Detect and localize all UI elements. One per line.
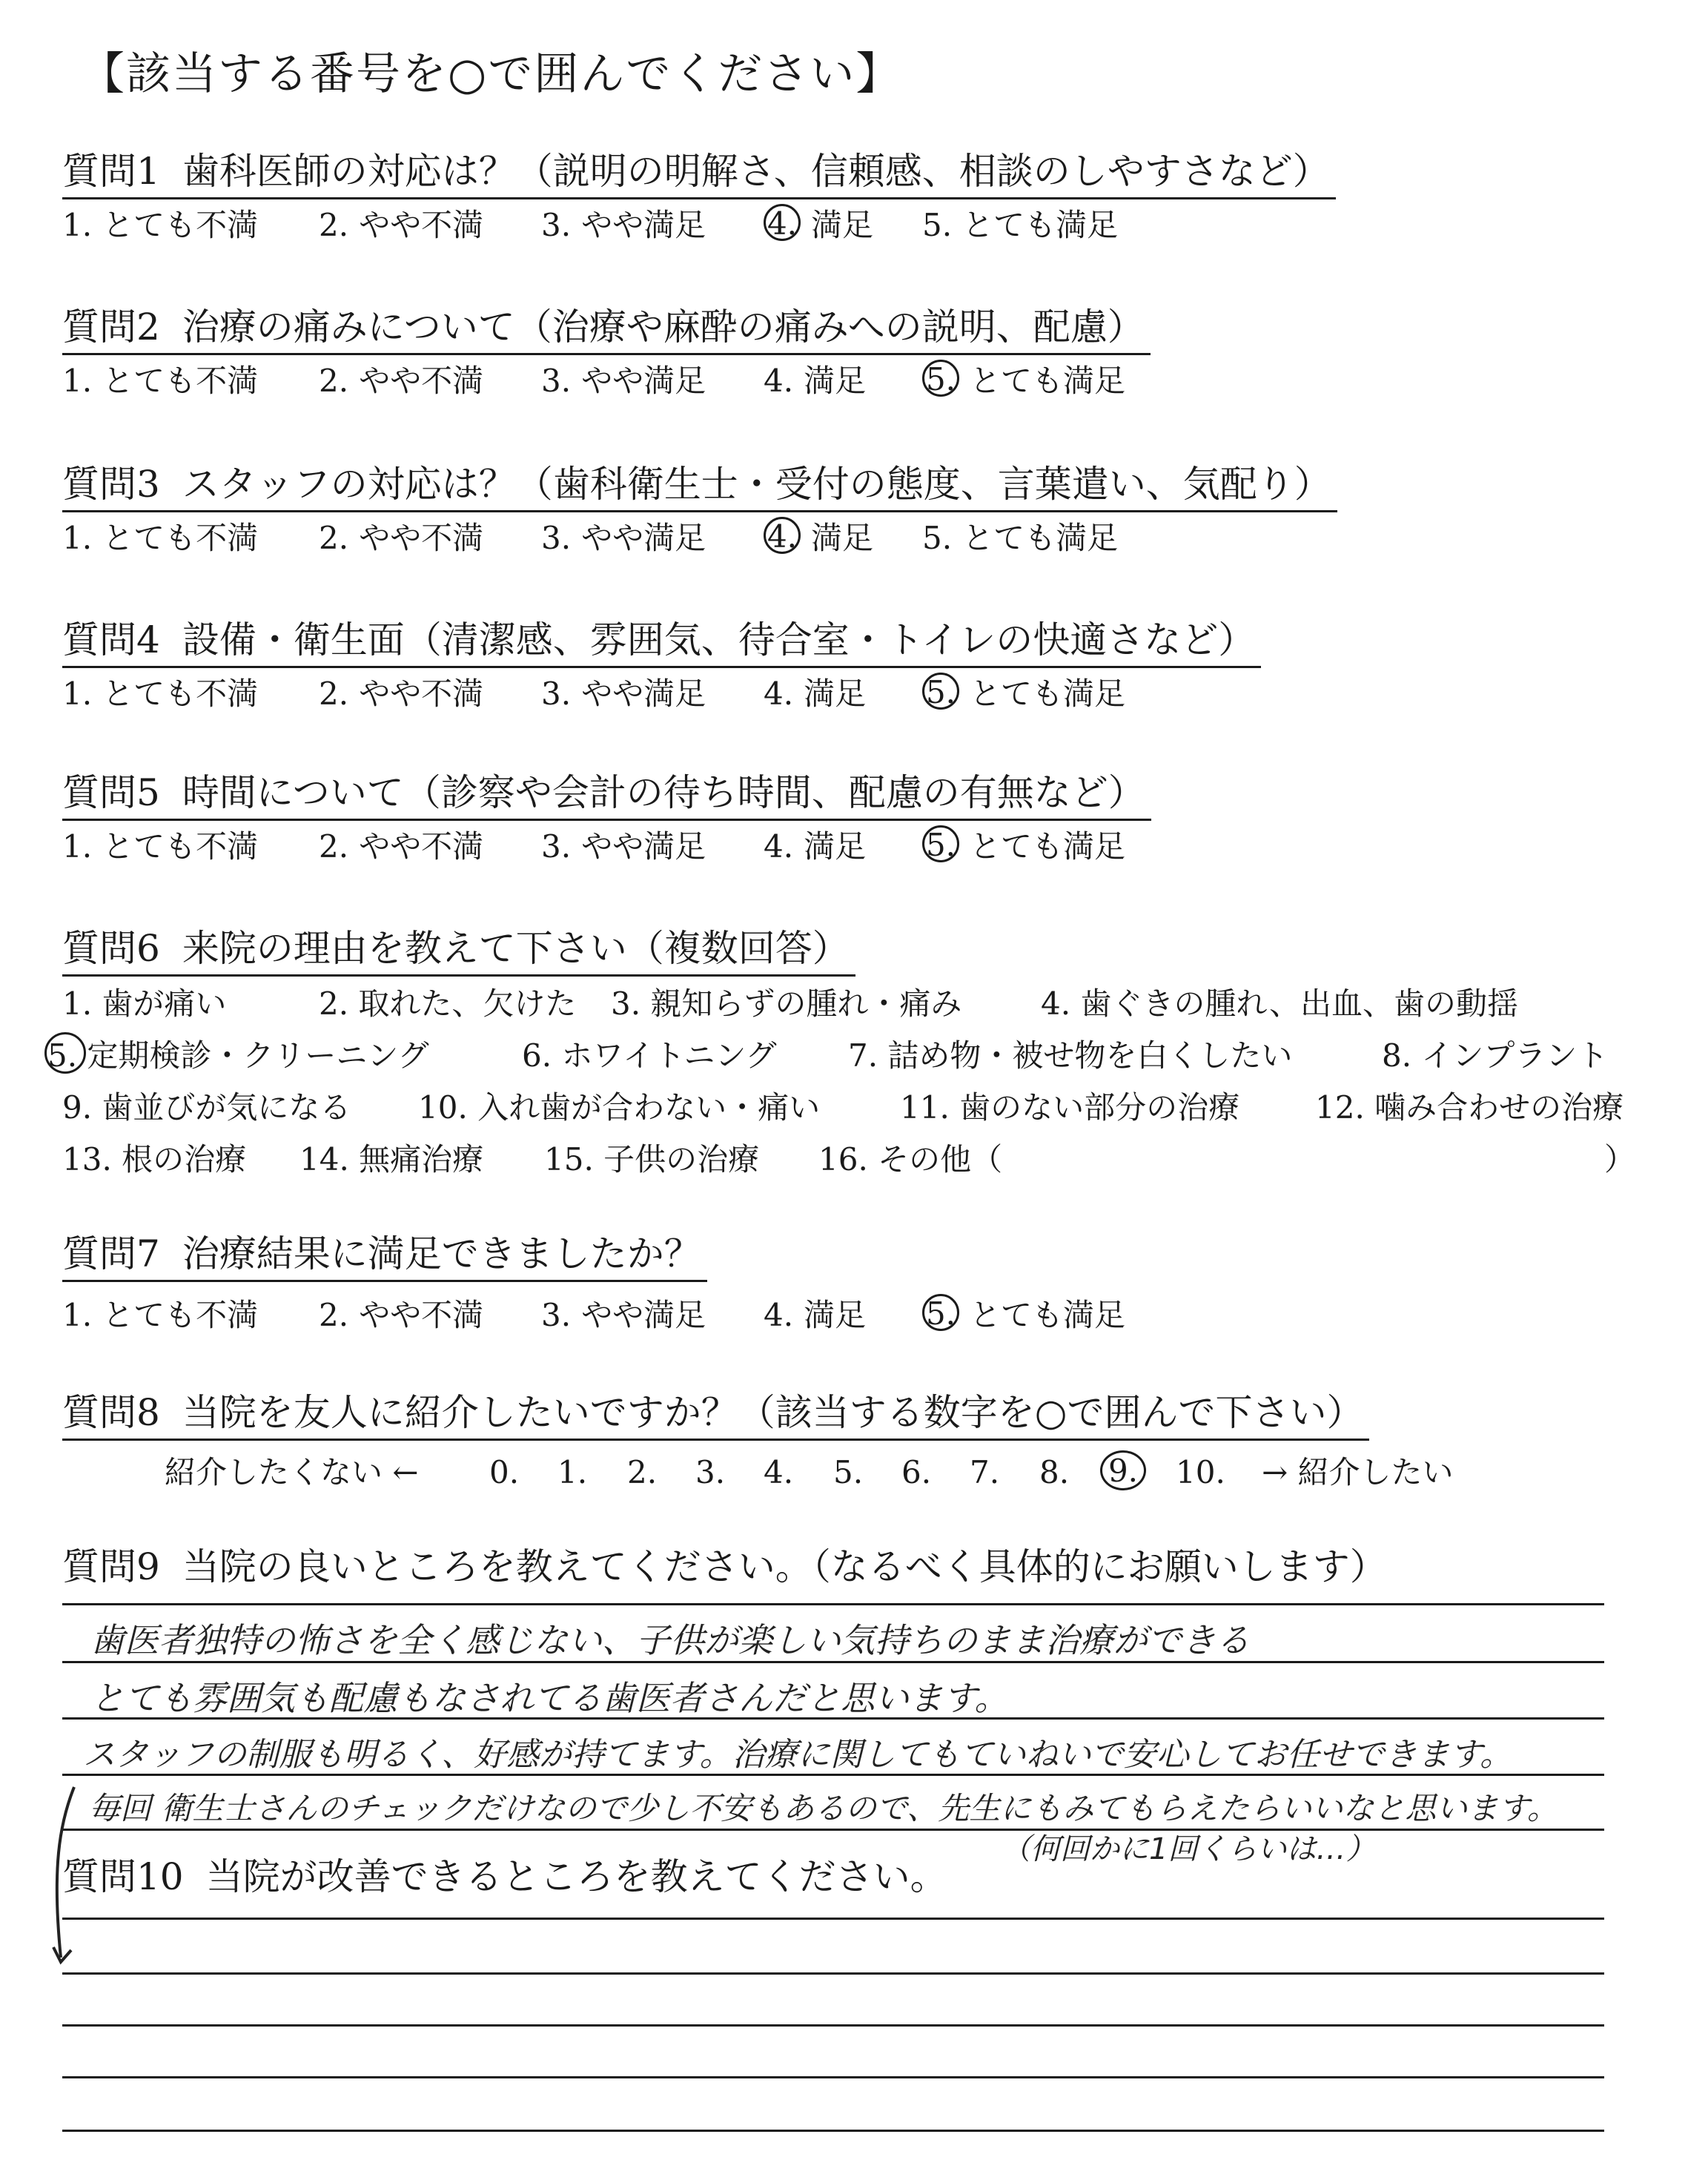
option-number: 2. (319, 828, 349, 865)
rating-option[interactable] (319, 1295, 483, 1336)
rating-option[interactable] (764, 1295, 866, 1336)
rating-option[interactable] (922, 205, 1118, 246)
reasons-row-1 (62, 983, 1678, 1025)
rating-option[interactable] (62, 205, 258, 246)
question-8-heading (62, 1390, 1369, 1441)
option-number: 3. (541, 520, 572, 556)
option-number: 1. (62, 828, 93, 865)
question-text: 歯科医師の対応は？（説明の明解さ、信頼感、相談のしやすさなど） (182, 150, 1330, 193)
option-label: やや不満 (359, 828, 484, 865)
option-number: 5. (922, 673, 959, 710)
question-number: 質問5 (62, 771, 160, 814)
question-10-heading (62, 1854, 953, 1903)
handwritten-answer-line: とても雰囲気も配慮もなされてる歯医者さんだと思います。 (90, 1678, 1009, 1718)
question-text: 当院を友人に紹介したいですか？（該当する数字を○で囲んで下さい） (182, 1391, 1364, 1434)
question-text: 治療の痛みについて（治療や麻酔の痛みへの説明、配慮） (182, 305, 1145, 349)
scale-option-selected[interactable]: 9. (1100, 1450, 1146, 1490)
question-number: 質問10 (62, 1855, 184, 1898)
answer-line (62, 1918, 1604, 1920)
rating-option[interactable] (62, 826, 258, 868)
scale-right-label: → 紹介したい (1262, 1454, 1454, 1490)
reason-option[interactable]: 10. 入れ歯が合わない・痛い (418, 1089, 821, 1126)
selection-circle (44, 1032, 86, 1074)
question-number: 質問2 (62, 305, 160, 349)
question-1-heading (62, 148, 1336, 199)
option-number: 4. (764, 1297, 794, 1333)
rating-option[interactable] (922, 518, 1118, 559)
handwritten-answer-line: スタッフの制服も明るく、好感が持てます。治療に関してもていねいで安心してお任せできます。 (83, 1736, 1513, 1774)
scale-option[interactable]: 3. (695, 1454, 726, 1490)
option-number: 2. (319, 207, 349, 243)
option-label: とても不満 (102, 207, 259, 243)
option-number: 2. (319, 1297, 349, 1333)
option-label: やや満足 (581, 676, 706, 712)
option-number: 4. (764, 204, 801, 241)
rating-option-selected[interactable] (922, 826, 1125, 868)
option-number: 1. (62, 1297, 93, 1333)
option-label: やや不満 (359, 520, 484, 556)
scale-left-label: 紹介したくない ← (165, 1454, 419, 1490)
scale-option[interactable]: 8. (1039, 1454, 1070, 1490)
question-text: 当院の良いところを教えてください。（なるべく具体的にお願いします） (182, 1545, 1387, 1588)
reasons-row-4 (62, 1139, 1678, 1180)
rating-option[interactable] (541, 360, 706, 402)
question-2-options (62, 360, 1248, 402)
question-9-heading (62, 1544, 1393, 1593)
rating-option[interactable] (319, 360, 483, 402)
scale-option[interactable]: 10. (1176, 1454, 1225, 1490)
question-text: 当院が改善できるところを教えてください。 (205, 1855, 947, 1898)
rating-option[interactable] (319, 205, 483, 246)
rating-option[interactable] (62, 673, 258, 715)
option-label: やや不満 (359, 207, 484, 243)
option-label: 満足 (804, 1297, 867, 1333)
question-2-heading (62, 304, 1151, 355)
rating-option[interactable] (541, 826, 706, 868)
question-4-heading (62, 617, 1261, 668)
scale-option[interactable]: 6. (901, 1454, 932, 1490)
reasons-row-3 (62, 1087, 1678, 1129)
reason-option[interactable]: 14. 無痛治療 (299, 1141, 484, 1178)
rating-option-selected[interactable] (922, 360, 1125, 402)
option-number: 2. (319, 363, 349, 399)
scale-option[interactable]: 1. (557, 1454, 588, 1490)
option-label: やや不満 (359, 363, 484, 399)
question-5-heading (62, 770, 1151, 821)
question-text: 時間について（診察や会計の待ち時間、配慮の有無など） (182, 771, 1145, 814)
handwritten-answer-line: 歯医者独特の怖さを全く感じない、子供が楽しい気持ちのまま治療ができる (90, 1620, 1250, 1660)
scale-option[interactable]: 0. (489, 1454, 520, 1490)
scale-option[interactable]: 4. (764, 1454, 794, 1490)
option-label: とても満足 (970, 1297, 1126, 1333)
reason-option[interactable]: 4. 歯ぐきの腫れ、出血、歯の動揺 (1041, 985, 1518, 1022)
option-number: 3. (541, 828, 572, 865)
option-number: 4. (764, 828, 794, 865)
option-number: 3. (541, 1297, 572, 1333)
option-number: 5. (922, 520, 953, 556)
page-title: 【該当する番号を○で囲んでください】 (80, 48, 902, 100)
option-label: 満足 (804, 828, 867, 865)
question-number: 質問4 (62, 618, 160, 661)
answer-line (62, 2024, 1604, 2027)
option-number: 3. (541, 676, 572, 712)
reason-other-close: ） (1604, 1141, 1636, 1178)
option-label: 満足 (804, 676, 867, 712)
option-label: やや満足 (581, 207, 706, 243)
answer-line (62, 2130, 1604, 2132)
rating-option[interactable] (764, 360, 866, 402)
rating-option[interactable] (319, 673, 483, 715)
option-label: とても不満 (102, 1297, 259, 1333)
option-label: やや満足 (581, 363, 706, 399)
option-label: やや満足 (581, 828, 706, 865)
reason-option-selected[interactable] (47, 1035, 429, 1077)
reason-option[interactable]: 3. 親知らずの腫れ・痛み (611, 985, 962, 1022)
reason-option[interactable]: 1. 歯が痛い (62, 985, 227, 1022)
reason-option[interactable]: 6. ホワイトニング (522, 1037, 777, 1074)
rating-option-selected[interactable] (922, 673, 1125, 715)
rating-option[interactable] (62, 518, 258, 559)
handwritten-note: （何回かに1回くらいは…） (1001, 1832, 1376, 1866)
option-number: 1. (62, 363, 93, 399)
reason-option[interactable]: 2. 取れた、欠けた (319, 985, 577, 1022)
question-number: 質問9 (62, 1545, 160, 1588)
reason-option[interactable]: 16. その他（ (818, 1141, 1003, 1178)
option-number: 2. (319, 520, 349, 556)
option-label: やや満足 (581, 1297, 706, 1333)
answer-line (62, 1603, 1604, 1605)
option-number: 3. (541, 363, 572, 399)
reason-option[interactable]: 8. インプラント (1382, 1037, 1609, 1074)
rating-option[interactable] (541, 205, 706, 246)
rating-option[interactable] (541, 518, 706, 559)
reason-option[interactable]: 15. 子供の治療 (544, 1141, 760, 1178)
question-text: 治療結果に満足できましたか？ (182, 1232, 701, 1275)
option-label: とても不満 (102, 828, 259, 865)
option-label: とても不満 (102, 520, 259, 556)
option-label: とても満足 (962, 207, 1119, 243)
option-number: 2. (319, 676, 349, 712)
reason-option[interactable]: 12. 噛み合わせの治療 (1315, 1089, 1624, 1126)
option-number: 5. (922, 207, 953, 243)
option-label: 満足 (804, 363, 867, 399)
question-6-heading (62, 925, 855, 977)
rating-option[interactable] (319, 518, 483, 559)
question-5-options (62, 826, 1248, 868)
question-7-heading (62, 1231, 707, 1282)
rating-option-selected[interactable] (764, 518, 873, 559)
handwritten-answer-line: 毎回 衛生士さんのチェックだけなので少し不安もあるので、先生にもみてもらえたらいいなと思います。 (89, 1790, 1558, 1826)
rating-option[interactable] (62, 1295, 258, 1336)
rating-option-selected[interactable] (922, 1295, 1125, 1336)
question-number: 質問6 (62, 927, 160, 970)
question-number: 質問3 (62, 463, 160, 506)
option-number: 3. (541, 207, 572, 243)
option-label: やや満足 (581, 520, 706, 556)
option-label: やや不満 (359, 1297, 484, 1333)
question-7-options (62, 1295, 1248, 1336)
rating-option[interactable] (541, 1295, 706, 1336)
question-text: 設備・衛生面（清潔感、雰囲気、待合室・トイレの快適さなど） (182, 618, 1256, 661)
option-number: 4. (764, 676, 794, 712)
question-3-heading (62, 461, 1337, 512)
question-number: 質問1 (62, 150, 160, 193)
question-1-options (62, 205, 1248, 246)
option-label: とても不満 (102, 676, 259, 712)
scale-option[interactable]: 5. (833, 1454, 864, 1490)
option-label: とても満足 (970, 828, 1126, 865)
option-label: 満足 (811, 520, 874, 556)
answer-line (62, 2076, 1604, 2078)
question-number: 質問7 (62, 1232, 160, 1275)
option-number: 1. (62, 207, 93, 243)
reason-option[interactable]: 11. 歯のない部分の治療 (900, 1089, 1240, 1126)
option-number: 4. (764, 517, 801, 554)
option-label: とても満足 (970, 363, 1126, 399)
option-number: 5. (922, 825, 959, 862)
scale-option[interactable]: 2. (627, 1454, 658, 1490)
reason-option[interactable]: 13. 根の治療 (62, 1141, 247, 1178)
option-number: 5. (922, 360, 959, 397)
rating-option-selected[interactable] (764, 205, 873, 246)
option-label: 満足 (811, 207, 874, 243)
scale-option[interactable]: 7. (970, 1454, 1000, 1490)
question-text: スタッフの対応は？（歯科衛生士・受付の態度、言葉遣い、気配り） (182, 463, 1331, 506)
question-text: 来院の理由を教えて下さい（複数回答） (182, 927, 850, 970)
reason-option-label: 5. 定期検診・クリーニング (47, 1037, 429, 1074)
reason-option[interactable]: 9. 歯並びが気になる (62, 1089, 351, 1126)
rating-option[interactable] (319, 826, 483, 868)
option-number: 4. (764, 363, 794, 399)
option-label: とても不満 (102, 363, 259, 399)
option-label: やや不満 (359, 676, 484, 712)
option-number: 1. (62, 520, 93, 556)
rating-option[interactable] (62, 360, 258, 402)
option-label: とても満足 (962, 520, 1119, 556)
question-3-options (62, 518, 1248, 559)
rating-option[interactable] (764, 673, 866, 715)
reasons-row-2 (47, 1035, 1678, 1077)
option-number: 5. (922, 1294, 959, 1331)
question-number: 質問8 (62, 1391, 160, 1434)
question-4-options (62, 673, 1248, 715)
option-label: とても満足 (970, 676, 1126, 712)
option-number: 1. (62, 676, 93, 712)
rating-option[interactable] (541, 673, 706, 715)
rating-option[interactable] (764, 826, 866, 868)
reason-option[interactable]: 7. 詰め物・被せ物を白くしたい (848, 1037, 1293, 1074)
answer-line (62, 1972, 1604, 1975)
